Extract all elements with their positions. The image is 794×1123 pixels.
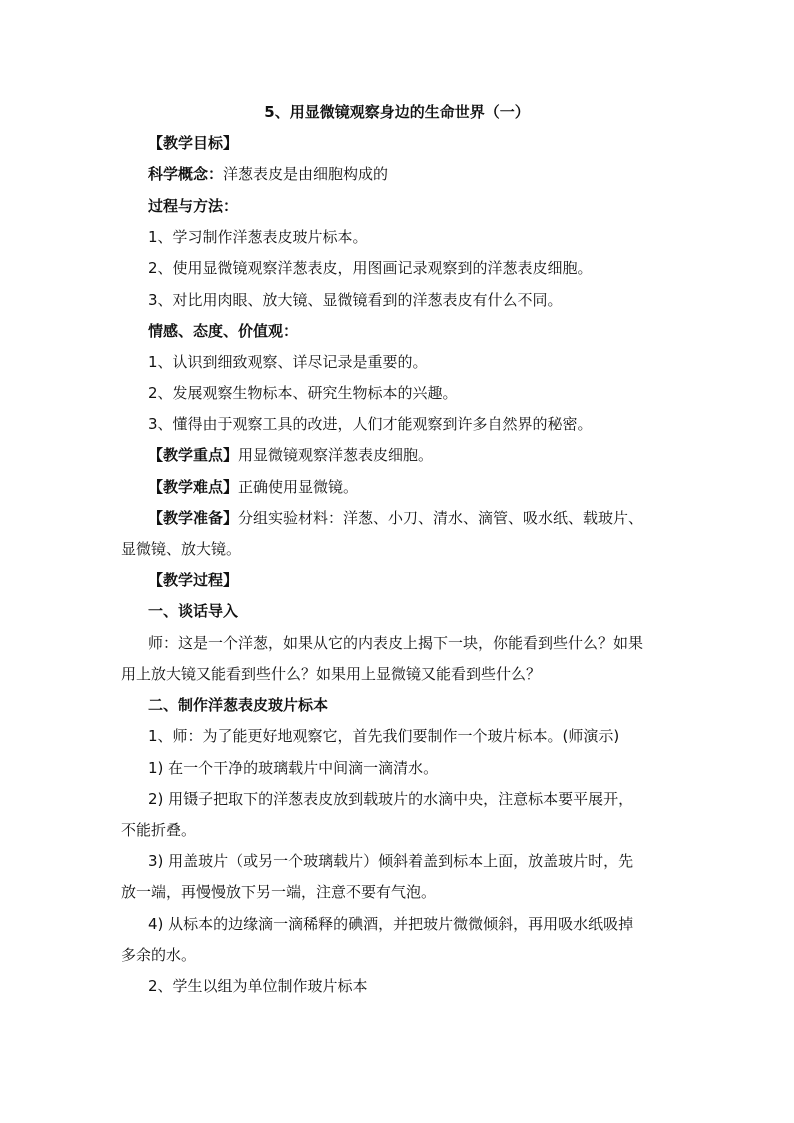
section-1-title: 一、谈话导入 (148, 602, 239, 620)
preparation-text: 分组实验材料：洋葱、小刀、清水、滴管、吸水纸、载玻片、 (238, 509, 644, 527)
difficulty-text: 正确使用显微镜。 (238, 478, 359, 496)
step-3-cont: 放一端，再慢慢放下另一端，注意不要有气泡。 (121, 883, 437, 901)
process-item-3: 3、对比用肉眼、放大镜、显微镜看到的洋葱表皮有什么不同。 (148, 291, 563, 309)
step-3: 3) 用盖玻片（或另一个玻璃载片）倾斜着盖到标本上面，放盖玻片时，先 (148, 852, 634, 870)
key-point-text: 用显微镜观察洋葱表皮细胞。 (238, 446, 434, 464)
section-2-title: 二、制作洋葱表皮玻片标本 (148, 696, 329, 714)
section-2-intro: 1、师：为了能更好地观察它，首先我们要制作一个玻片标本。(师演示) (148, 727, 620, 745)
preparation-line (148, 507, 643, 529)
concept-text: 洋葱表皮是由细胞构成的 (223, 165, 389, 183)
concept-label: 科学概念： (148, 165, 224, 183)
section-2-item-2: 2、学生以组为单位制作玻片标本 (148, 977, 368, 995)
section-1-text: 师：这是一个洋葱，如果从它的内表皮上揭下一块，你能看到些什么？如果 (148, 634, 644, 652)
attitude-label: 情感、态度、价值观： (148, 322, 299, 340)
key-point-line (148, 444, 433, 466)
section-1-text-cont: 用上放大镜又能看到些什么？如果用上显微镜又能看到些什么？ (121, 665, 542, 683)
step-1: 1) 在一个干净的玻璃载片中间滴一滴清水。 (148, 759, 439, 777)
process-item-2: 2、使用显微镜观察洋葱表皮，用图画记录观察到的洋葱表皮细胞。 (148, 259, 593, 277)
attitude-item-2: 2、发展观察生物标本、研究生物标本的兴趣。 (148, 384, 458, 402)
document-title: 5、用显微镜观察身边的生命世界（一） (264, 103, 530, 121)
step-4-cont: 多余的水。 (121, 946, 197, 964)
preparation-label: 【教学准备】 (148, 509, 239, 527)
concept-line (148, 163, 388, 185)
process-item-1: 1、学习制作洋葱表皮玻片标本。 (148, 228, 368, 246)
key-point-label: 【教学重点】 (148, 446, 239, 464)
difficulty-label: 【教学难点】 (148, 478, 239, 496)
preparation-text-cont: 显微镜、放大镜。 (121, 540, 242, 558)
objectives-heading: 【教学目标】 (148, 134, 239, 152)
step-2: 2) 用镊子把取下的洋葱表皮放到载玻片的水滴中央，注意标本要平展开， (148, 790, 634, 808)
step-2-cont: 不能折叠。 (121, 821, 197, 839)
process-heading: 【教学过程】 (148, 571, 239, 589)
difficulty-line (148, 476, 358, 498)
attitude-item-1: 1、认识到细致观察、详尽记录是重要的。 (148, 353, 428, 371)
attitude-item-3: 3、懂得由于观察工具的改进，人们才能观察到许多自然界的秘密。 (148, 415, 593, 433)
step-4: 4) 从标本的边缘滴一滴稀释的碘酒，并把玻片微微倾斜，再用吸水纸吸掉 (148, 915, 634, 933)
process-method-label: 过程与方法： (148, 197, 239, 215)
